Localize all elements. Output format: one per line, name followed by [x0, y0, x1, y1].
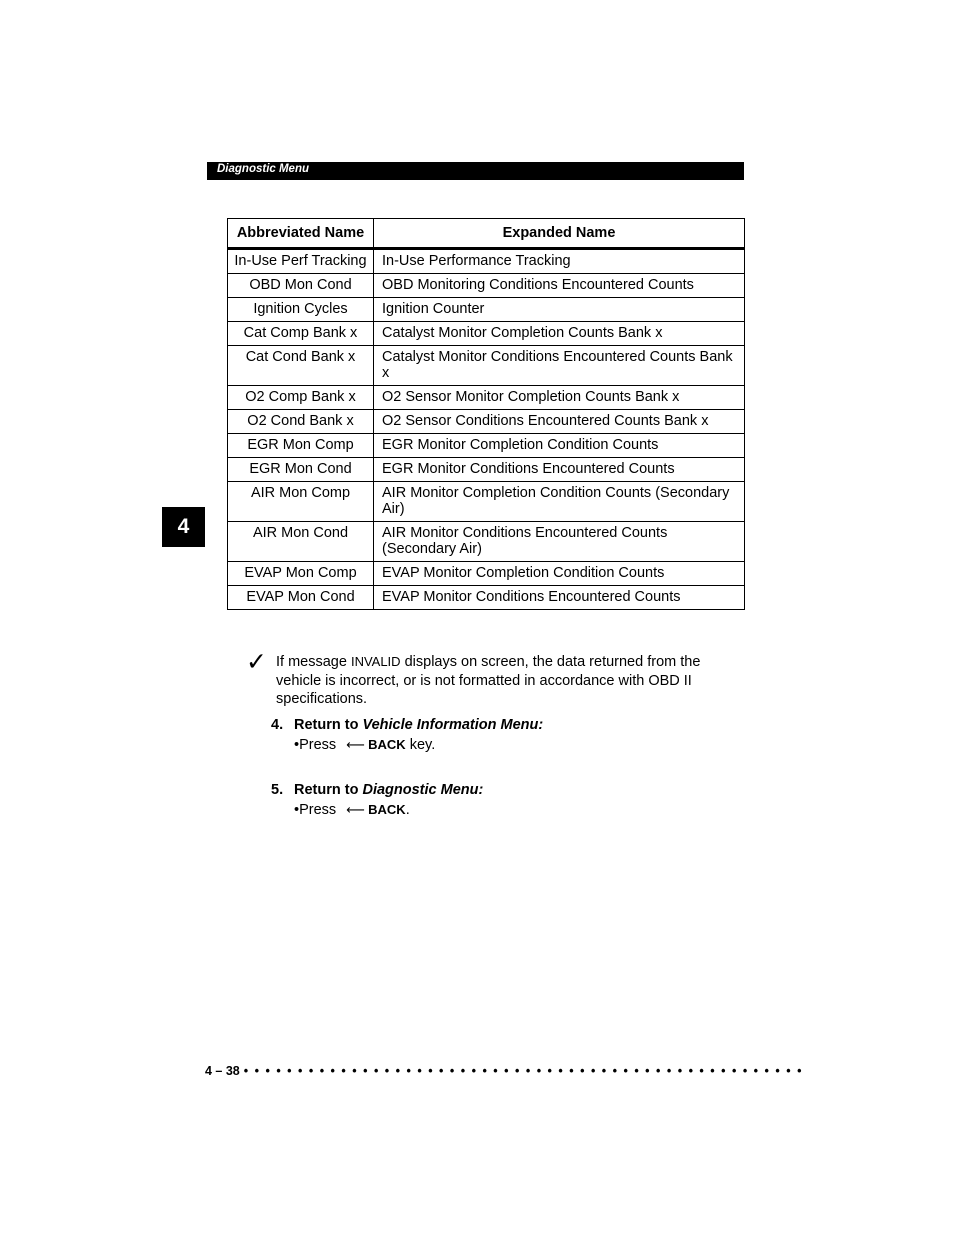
press-text: •Press	[294, 802, 337, 818]
abbr-cell: AIR Mon Comp	[228, 482, 374, 522]
step-menu-name: Vehicle Information Menu:	[362, 717, 544, 733]
chapter-tab: 4	[162, 507, 205, 547]
abbr-cell: O2 Comp Bank x	[228, 386, 374, 410]
expanded-cell: AIR Monitor Completion Condition Counts (Secondary Air)	[374, 482, 745, 522]
expanded-cell: O2 Sensor Monitor Completion Counts Bank x	[374, 386, 745, 410]
note-suffix: displays on screen, the data returned from the vehicle is incorrect, or is not formatted in accordance with OBD II specifications.	[276, 654, 701, 707]
press-text: •Press	[294, 737, 337, 753]
expanded-cell: O2 Sensor Conditions Encountered Counts Bank x	[374, 410, 745, 434]
expanded-cell: Catalyst Monitor Completion Counts Bank x	[374, 322, 745, 346]
table-row	[228, 298, 745, 322]
abbr-cell: In-Use Perf Tracking	[228, 249, 374, 274]
expanded-cell: In-Use Performance Tracking	[374, 249, 745, 274]
abbr-cell: Cat Cond Bank x	[228, 346, 374, 386]
abbr-cell: OBD Mon Cond	[228, 274, 374, 298]
back-key-label: BACK	[368, 802, 406, 817]
step-menu-name: Diagnostic Menu:	[362, 782, 484, 798]
abbr-cell: EVAP Mon Comp	[228, 562, 374, 586]
press-tail: key.	[405, 737, 436, 753]
step-number: 5.	[271, 782, 284, 798]
step-instruction	[294, 737, 435, 753]
step-4	[271, 717, 544, 753]
abbr-cell: EGR Mon Comp	[228, 434, 374, 458]
abbr-cell: EVAP Mon Cond	[228, 586, 374, 610]
table-row	[228, 434, 745, 458]
table-row	[228, 586, 745, 610]
expanded-cell: EGR Monitor Completion Condition Counts	[374, 434, 745, 458]
note-prefix: If message	[276, 654, 351, 670]
step-instruction	[294, 802, 410, 818]
table-row	[228, 458, 745, 482]
press-tail: .	[405, 802, 410, 818]
table-row	[228, 522, 745, 562]
expanded-cell: AIR Monitor Conditions Encountered Counts (Secondary Air)	[374, 522, 745, 562]
step-5	[271, 782, 484, 818]
back-arrow-icon: ⟵	[346, 802, 365, 818]
table-row	[228, 386, 745, 410]
abbr-cell: Cat Comp Bank x	[228, 322, 374, 346]
abbr-cell: EGR Mon Cond	[228, 458, 374, 482]
checkmark-icon: ✓	[246, 647, 267, 676]
abbr-cell: AIR Mon Cond	[228, 522, 374, 562]
table-row	[228, 322, 745, 346]
expanded-cell: OBD Monitoring Conditions Encountered Counts	[374, 274, 745, 298]
expanded-cell: Ignition Counter	[374, 298, 745, 322]
expanded-cell: Catalyst Monitor Conditions Encountered Counts Bank x	[374, 346, 745, 386]
abbreviation-table	[227, 218, 745, 610]
abbr-cell: Ignition Cycles	[228, 298, 374, 322]
table-row	[228, 274, 745, 298]
back-key-label: BACK	[368, 737, 406, 752]
table-header-row	[228, 219, 745, 249]
note-keyword: INVALID	[350, 654, 401, 669]
column-header-abbreviated: Abbreviated Name	[228, 219, 374, 249]
step-label: Return to	[294, 782, 363, 798]
column-header-expanded: Expanded Name	[374, 219, 745, 249]
expanded-cell: EVAP Monitor Completion Condition Counts	[374, 562, 745, 586]
back-arrow-icon: ⟵	[346, 737, 365, 753]
section-title: Diagnostic Menu	[217, 163, 310, 175]
table-row	[228, 562, 745, 586]
expanded-cell: EGR Monitor Conditions Encountered Counts	[374, 458, 745, 482]
table-row	[228, 249, 745, 274]
abbr-cell: O2 Cond Bank x	[228, 410, 374, 434]
page-footer	[205, 1064, 803, 1078]
section-header-bar	[207, 162, 744, 180]
page-number: 4 – 38	[205, 1064, 240, 1078]
step-label: Return to	[294, 717, 363, 733]
footer-dots: • • • • • • • • • • • • • • • • • • • • • • • • • • • • • • • • • • • • • • • • • • • • • • • • • • • •	[243, 1064, 803, 1078]
table-row	[228, 410, 745, 434]
note-text	[276, 653, 746, 709]
table-row	[228, 346, 745, 386]
table-row	[228, 482, 745, 522]
step-number: 4.	[271, 717, 284, 733]
expanded-cell: EVAP Monitor Conditions Encountered Counts	[374, 586, 745, 610]
